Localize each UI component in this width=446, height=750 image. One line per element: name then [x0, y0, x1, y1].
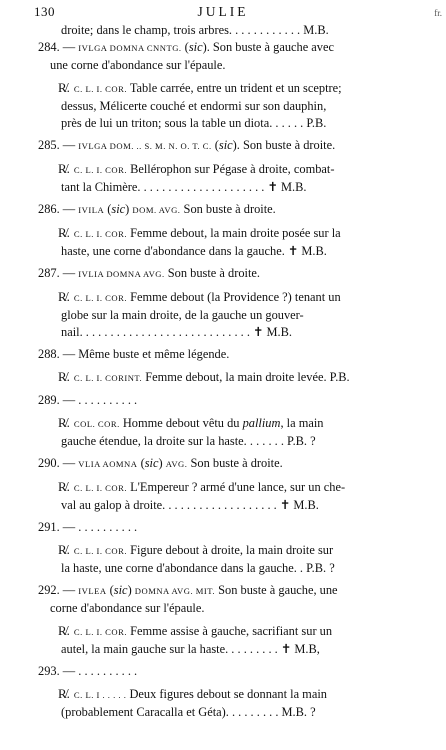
text-run: (probablement Caracalla et Géta). . . . . . . . . M.B. ?	[61, 705, 316, 719]
text-line	[38, 455, 406, 473]
text-run: val au galop à droite. . . . . . . . . . . . . . . . . . . ✝ M.B.	[61, 498, 319, 512]
text-run: Son buste à droite.	[180, 202, 276, 216]
text-run: 285. —	[38, 138, 79, 152]
text-line	[38, 663, 406, 680]
text-line	[38, 22, 406, 39]
catalog-body	[38, 22, 406, 721]
coin-legend: AVG.	[165, 459, 188, 469]
coin-legend: IVLGA DOMNA CNNTG.	[78, 43, 182, 53]
text-run: )	[158, 456, 166, 470]
text-line	[38, 519, 406, 536]
italic-text: pallium	[242, 416, 281, 430]
text-line	[38, 622, 406, 641]
reverse-mark: R̸.	[58, 686, 70, 701]
text-run: gauche étendue, la droite sur la haste. . . . . . . P.B. ?	[61, 434, 316, 448]
text-run: haste, une corne d'abondance dans la gauche. ✝ M.B.	[61, 244, 327, 258]
text-line	[38, 224, 406, 243]
coin-legend: C. L. I. CORINT.	[73, 373, 143, 383]
reverse-mark: R̸.	[58, 479, 70, 494]
text-line	[38, 201, 406, 219]
text-line	[38, 433, 406, 450]
text-run: Son buste à droite.	[164, 266, 260, 280]
text-run: Son buste à droite.	[187, 456, 283, 470]
reverse-mark: R̸.	[58, 415, 70, 430]
text-run: Figure debout à droite, la main droite sur	[126, 543, 334, 557]
coin-legend: C. L. I. COR.	[73, 84, 127, 94]
text-run: près de lui un triton; sous la table un diota. . . . . . P.B.	[61, 116, 327, 130]
text-run: ). Son buste à gauche avec	[202, 40, 335, 54]
text-run: L'Empereur ? armé d'une lance, sur un che-	[126, 480, 346, 494]
text-line	[38, 57, 406, 74]
text-line	[38, 346, 406, 363]
coin-legend: C. L. I. COR.	[73, 546, 127, 556]
text-line	[38, 288, 406, 307]
coin-legend: C. L. I. COR.	[73, 483, 127, 493]
text-run: 284. —	[38, 40, 79, 54]
text-run: Femme debout (la Providence ?) tenant un	[126, 290, 341, 304]
text-line	[38, 392, 406, 409]
reverse-mark: R̸.	[58, 80, 70, 95]
text-line	[38, 179, 406, 196]
text-line	[38, 704, 406, 721]
text-line	[38, 265, 406, 283]
text-run: Son buste à gauche, une	[215, 583, 338, 597]
text-run: Homme debout vêtu du	[119, 416, 243, 430]
text-line	[38, 160, 406, 179]
text-line	[38, 368, 406, 387]
text-run: une corne d'abondance sur l'épaule.	[50, 58, 226, 72]
text-line	[38, 98, 406, 115]
text-run: corne d'abondance sur l'épaule.	[50, 601, 205, 615]
text-run: droite; dans le champ, trois arbres. . . . . . . . . . . . M.B.	[61, 23, 329, 37]
text-run: )	[125, 202, 133, 216]
text-line	[38, 243, 406, 260]
reverse-mark: R̸.	[58, 225, 70, 240]
text-run: 286. —	[38, 202, 79, 216]
reverse-mark: R̸.	[58, 289, 70, 304]
coin-legend: VLIA AOMNA	[78, 459, 138, 469]
text-run: (	[181, 40, 189, 54]
coin-legend: COL. COR.	[73, 419, 120, 429]
coin-legend: IVILA	[78, 205, 105, 215]
text-line	[38, 600, 406, 617]
text-run: (	[104, 202, 112, 216]
text-run: 291. — . . . . . . . . . .	[38, 520, 138, 534]
reverse-mark: R̸.	[58, 369, 70, 384]
text-run: Femme debout, la main droite levée. P.B.	[142, 370, 350, 384]
text-run: )	[127, 583, 135, 597]
coin-legend: IVLEA	[78, 586, 107, 596]
text-line	[38, 582, 406, 600]
text-line	[38, 307, 406, 324]
coin-legend: C. L. I. COR.	[73, 627, 127, 637]
coin-legend: C. L. I. COR.	[73, 229, 127, 239]
italic-text: sic	[111, 202, 126, 216]
text-run: (	[106, 583, 114, 597]
text-run: nail. . . . . . . . . . . . . . . . . . . . . . . . . . . . ✝ M.B.	[61, 325, 293, 339]
text-run: Femme assise à gauche, sacrifiant sur un	[126, 624, 333, 638]
text-line	[38, 641, 406, 658]
coin-legend: DOMNA AVG. MIT.	[134, 586, 216, 596]
coin-legend: C. L. I . . . . .	[73, 690, 127, 700]
text-run: , la main	[280, 416, 324, 430]
text-run: globe sur la main droite, de la gauche un gouver-	[61, 308, 304, 322]
page-number: 130	[34, 4, 55, 19]
text-run: la haste, une corne d'abondance dans la gauche. . P.B. ?	[61, 561, 335, 575]
corner-mark: fr.	[434, 8, 442, 18]
text-run: Femme debout, la main droite posée sur la	[126, 226, 341, 240]
page-header	[0, 3, 446, 21]
text-run: 287. —	[38, 266, 79, 280]
text-line	[38, 115, 406, 132]
coin-legend: C. L. I. COR.	[73, 293, 127, 303]
text-line	[38, 39, 406, 57]
text-run: (	[137, 456, 145, 470]
text-run: (	[211, 138, 219, 152]
text-run: 292. —	[38, 583, 79, 597]
text-run: 290. —	[38, 456, 79, 470]
text-line	[38, 685, 406, 704]
text-line	[38, 414, 406, 433]
text-run: 289. — . . . . . . . . . .	[38, 393, 138, 407]
italic-text: sic	[188, 40, 203, 54]
text-run: tant la Chimère. . . . . . . . . . . . . . . . . . . . . ✝ M.B.	[61, 180, 307, 194]
coin-legend: IVLGA DOM. .. S. M. N. O. T. C.	[78, 141, 212, 151]
coin-legend: DOM. AVG.	[132, 205, 181, 215]
running-title: JULIE	[197, 4, 249, 19]
italic-text: sic	[144, 456, 159, 470]
text-line	[38, 478, 406, 497]
text-line	[38, 541, 406, 560]
italic-text: sic	[113, 583, 128, 597]
reverse-mark: R̸.	[58, 542, 70, 557]
text-run: 288. — Même buste et même légende.	[38, 347, 230, 361]
coin-legend: IVLIA DOMNA AVG.	[78, 269, 165, 279]
italic-text: sic	[218, 138, 233, 152]
text-run: Deux figures debout se donnant la main	[126, 687, 327, 701]
text-line	[38, 79, 406, 98]
reverse-mark: R̸.	[58, 623, 70, 638]
text-line	[38, 324, 406, 341]
text-line	[38, 497, 406, 514]
text-run: dessus, Mélicerte couché et endormi sur son dauphin,	[61, 99, 327, 113]
text-run: Table carrée, entre un trident et un sceptre;	[126, 81, 342, 95]
text-run: Bellérophon sur Pégase à droite, combat-	[126, 162, 335, 176]
text-run: 293. — . . . . . . . . . .	[38, 664, 138, 678]
text-run: ). Son buste à droite.	[232, 138, 336, 152]
coin-legend: C. L. I. COR.	[73, 165, 127, 175]
text-line	[38, 137, 406, 155]
reverse-mark: R̸.	[58, 161, 70, 176]
text-run: autel, la main gauche sur la haste. . . . . . . . . ✝ M.B,	[61, 642, 320, 656]
text-line	[38, 560, 406, 577]
